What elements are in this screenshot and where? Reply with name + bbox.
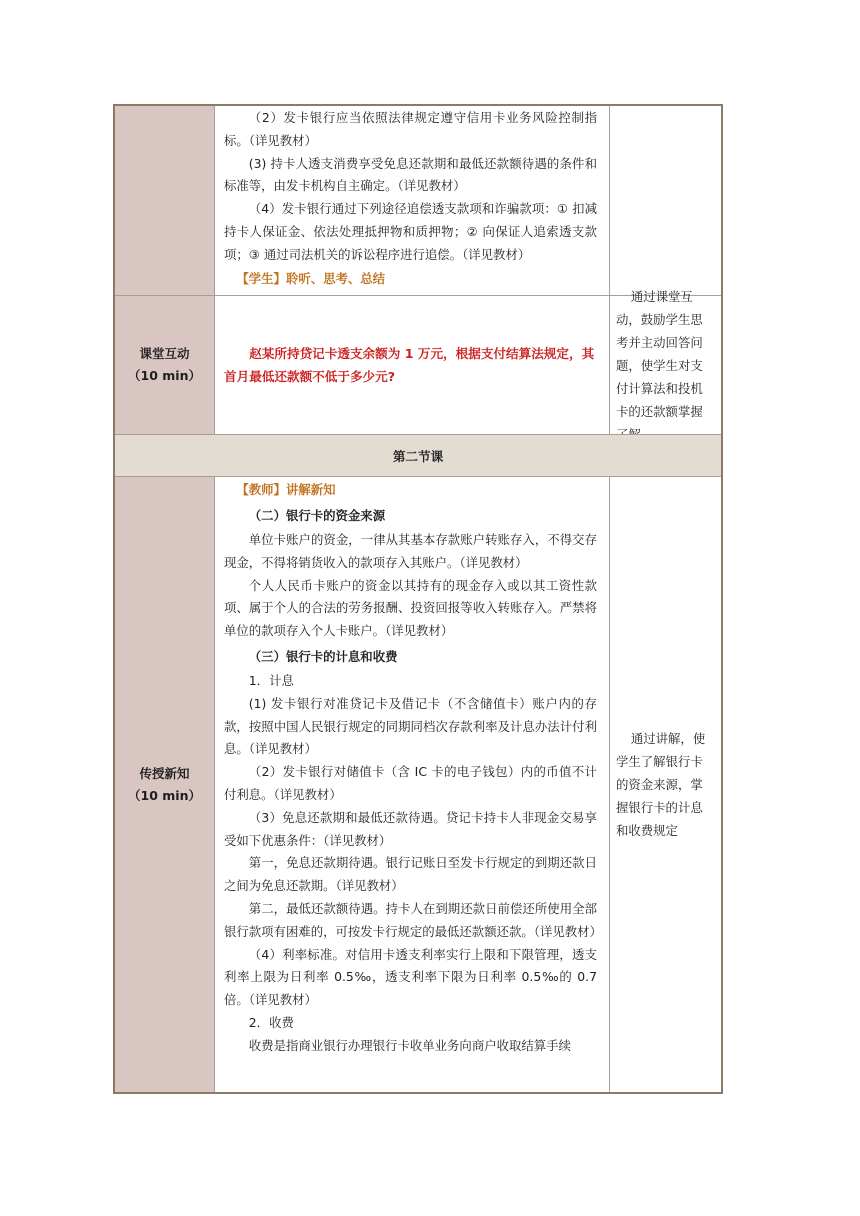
paragraph: (3) 持卡人透支消费享受免息还款期和最低还款额待遇的条件和标准等，由发卡机构自主确定。（详见教材） <box>224 155 597 194</box>
paragraph: （3）免息还款期和最低还款待遇。贷记卡持卡人非现金交易享受如下优惠条件：（详见教材） <box>224 809 597 848</box>
paragraph: 第二，最低还款额待遇。持卡人在到期还款日前偿还所使用全部银行款项有困难的，可按发卡行规定的最低还款额还款。（详见教材） <box>224 900 602 939</box>
content-cell <box>214 296 610 434</box>
section-heading: （三）银行卡的计息和收费 <box>248 648 398 664</box>
paragraph: （4）利率标准。对信用卡透支利率实行上限和下限管理，透支利率上限为日利率 0.5‰，透支利率下限为日利率 0.5‰的 0.7 倍。（详见教材） <box>224 946 597 1008</box>
stage-label-cell <box>115 477 215 1092</box>
student-tag: 【学生】聆听、思考、总结 <box>236 270 386 286</box>
paragraph: （4）发卡银行通过下列途径追偿透支款项和诈骗款项：① 扣减持卡人保证金、依法处理抵押物和质押物；② 向保证人追索透支款项；③ 通过司法机关的诉讼程序进行追偿。（详见教材） <box>224 201 597 262</box>
stage-duration: （10 min） <box>128 368 201 383</box>
sub-heading: 1．计息 <box>248 672 294 688</box>
section-header <box>115 435 721 476</box>
paragraph: 单位卡账户的资金，一律从其基本存款账户转账存入，不得交存现金，不得将销货收入的款项存入其账户。（详见教材） <box>224 532 597 570</box>
stage-label-cell <box>115 106 215 295</box>
paragraph: (1) 发卡银行对准贷记卡及借记卡（不含储值卡）账户内的存款，按照中国人民银行规定的同期同档次存款利率及计息办法计付利息。（详见教材） <box>224 695 597 757</box>
table-row <box>115 288 721 434</box>
stage-label: 传授新知 <box>139 765 190 781</box>
table-row <box>115 477 721 1092</box>
content-cell <box>214 106 610 295</box>
paragraph: （2）发卡银行应当依照法律规定遵守信用卡业务风险控制指标。（详见教材） <box>224 110 597 148</box>
note-cell <box>610 288 721 434</box>
design-note: 通过课堂互动，鼓励学生思考并主动回答问题，使学生对支付计算法和投机卡的还款额掌握 <box>616 288 703 419</box>
stage-label: 课堂互动 <box>139 346 190 361</box>
content-cell <box>214 477 610 1092</box>
stage-duration: （10 min） <box>128 787 201 803</box>
sub-heading: 2．收费 <box>248 1014 294 1030</box>
table-row <box>115 106 721 295</box>
lesson-plan-table <box>113 104 723 1094</box>
section-title: 第二节课 <box>392 449 444 464</box>
paragraph: 第一，免息还款期待遇。银行记账日至发卡行规定的到期还款日之间为免息还款期。（详见教材） <box>224 855 597 894</box>
stage-label-cell <box>115 296 215 434</box>
paragraph: 收费是指商业银行办理银行卡收单业务向商户收取结算手续 <box>248 1037 571 1053</box>
paragraph: （2）发卡银行对储值卡（含 IC 卡的电子钱包）内的币值不计付利息。（详见教材） <box>224 764 597 802</box>
paragraph: 个人人民币卡账户的资金以其持有的现金存入或以其工资性款项、属于个人的合法的劳务报酬、投资回报等收入转账存入。严禁将单位的款项存入个人卡账户。（详见教材） <box>224 577 597 639</box>
note-cell <box>610 477 721 1092</box>
teacher-tag: 【教师】讲解新知 <box>236 482 336 497</box>
note-cell <box>610 106 721 295</box>
interaction-question: 赵某所持贷记卡透支余额为 1 万元，根据支付结算法规定，其首月最低还款额不低于多少元? <box>224 346 595 384</box>
section-heading: （二）银行卡的资金来源 <box>248 508 386 523</box>
design-note: 通过讲解，使学生了解银行卡的资金来源，掌握银行卡的计息和收费规定 <box>616 731 706 838</box>
